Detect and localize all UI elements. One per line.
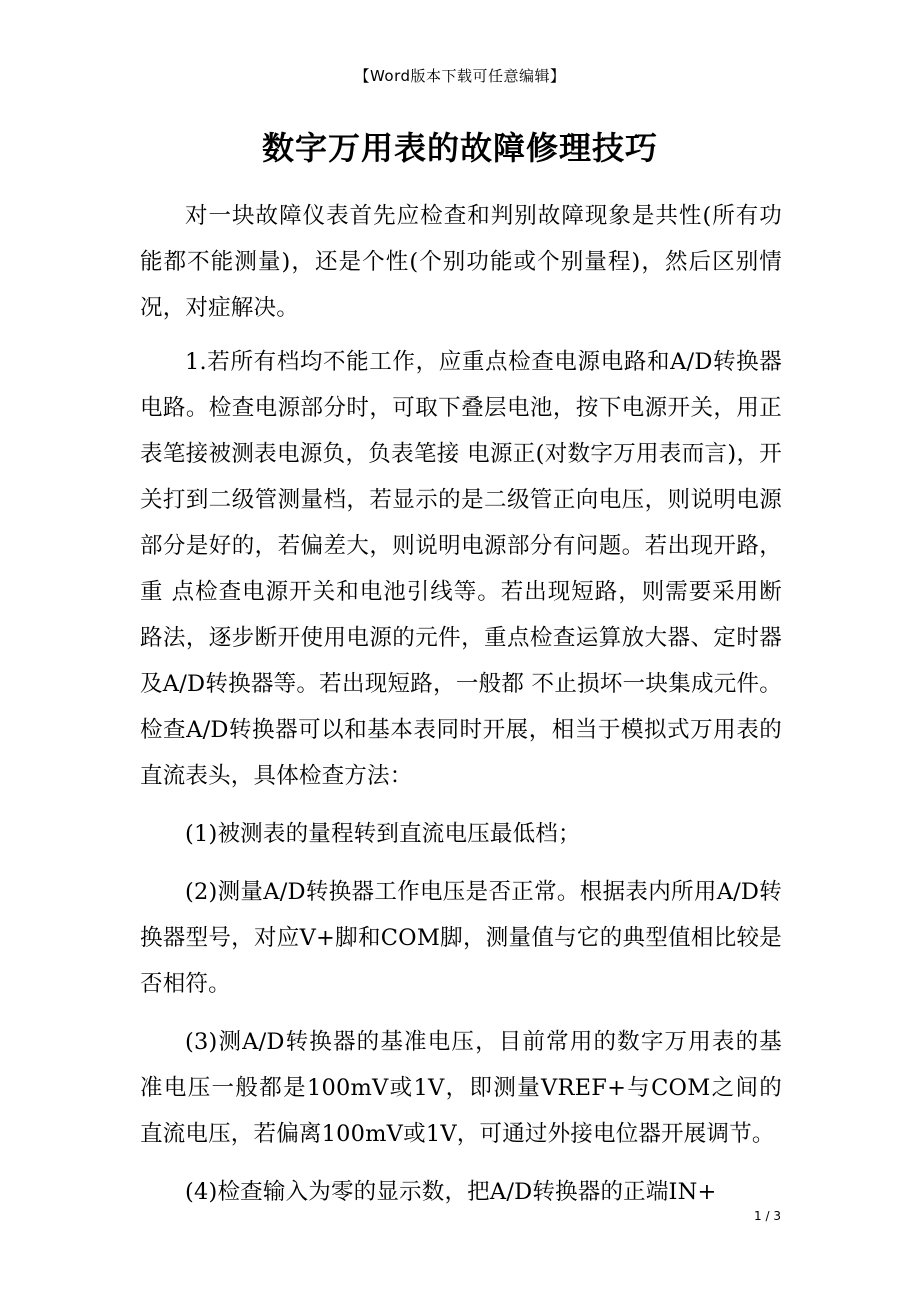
paragraph-substep-2: (2)测量A/D转换器工作电压是否正常。根据表内所用A/D转换器型号，对应V+脚和COM脚，测量值与它的典型值相比较是否相符。 <box>140 879 782 997</box>
page-number: 1 / 3 <box>754 1209 781 1223</box>
paragraph-intro: 对一块故障仪表首先应检查和判别故障现象是共性(所有功能都不能测量)，还是个性(个别功能或个别量程)，然后区别情况，对症解决。 <box>140 203 782 321</box>
page-title: 数字万用表的故障修理技巧 <box>261 129 658 167</box>
paragraph-substep-3: (3)测A/D转换器的基准电压，目前常用的数字万用表的基准电压一般都是100mV或1V，即测量VREF+与COM之间的直流电压，若偏离100mV或1V，可通过外接电位器开展调节。 <box>140 1029 782 1147</box>
paragraph-substep-4: (4)检查输入为零的显示数，把A/D转换器的正端IN+ <box>185 1179 717 1205</box>
paragraph-substep-1: (1)被测表的量程转到直流电压最低档； <box>185 821 581 847</box>
document-body <box>140 193 782 1227</box>
header-note: 【Word版本下载可任意编辑】 <box>354 67 566 85</box>
paragraph-step-1: 1.若所有档均不能工作，应重点检查电源电路和A/D转换器电路。检查电源部分时，可取下叠层电池，按下电源开关，用正表笔接被测表电源负，负表笔接 电源正(对数字万用表而言)，开关打到二级管测量档，若显示的是二级管正向电压，则说明电源部分是好的，若偏差大，则说明电源部分有问题。若出现开路，重 点检查电源开关和电池引线等。若出现短路，则需要采用断路法，逐步断开使用电源的元件，重点检查运算放大器、定时器及A/D转换器等。若出现短路，一般都 不止损坏一块集成元件。检查A/D转换器可以和基本表同时开展，相当于模拟式万用表的直流表头，具体检查方法： <box>140 349 782 789</box>
